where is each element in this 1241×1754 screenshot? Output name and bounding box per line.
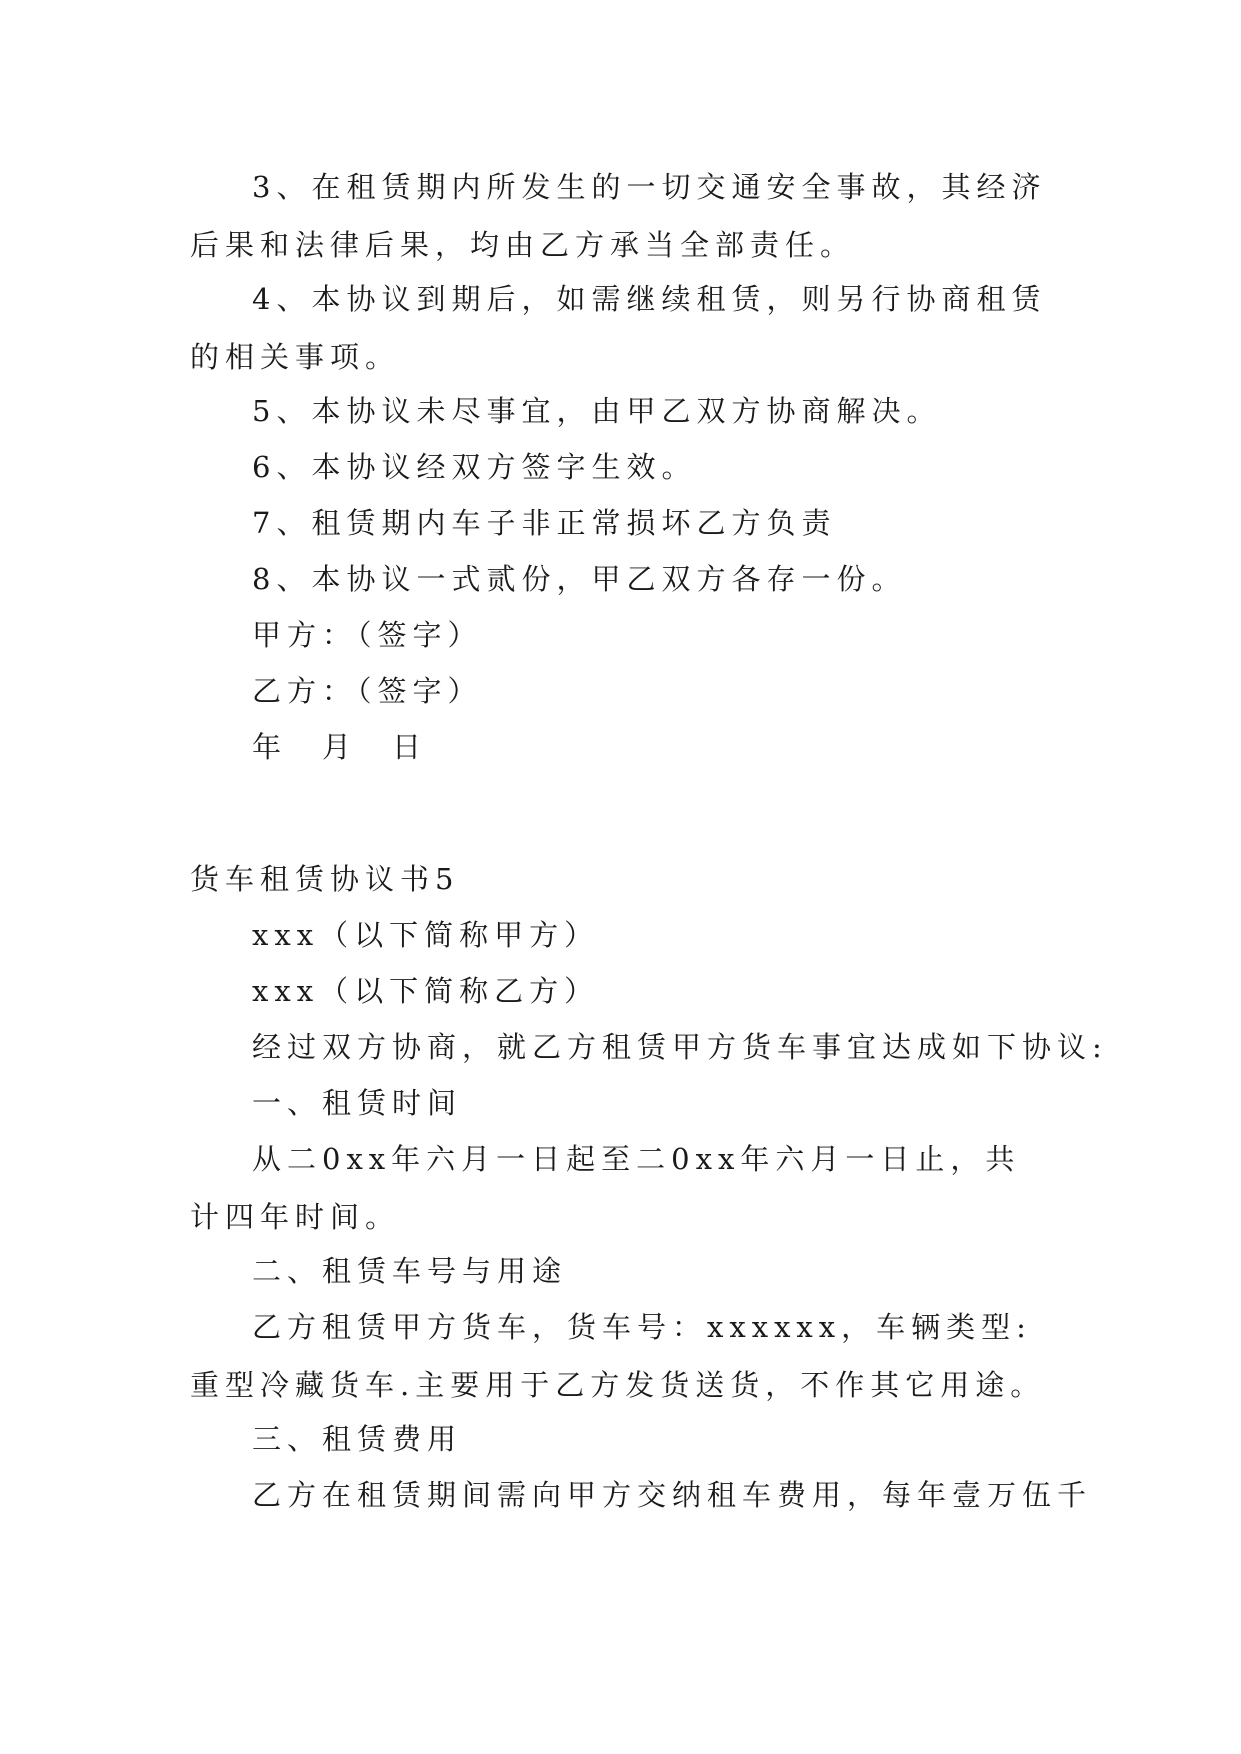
party-a-signature: 甲方：（签字） xyxy=(252,618,483,652)
clause-5: 5、本协议未尽事宜，由甲乙双方协商解决。 xyxy=(252,394,942,428)
rental-fee-text: 乙方在租赁期间需向甲方交纳租车费用，每年壹万伍千 xyxy=(252,1478,1093,1512)
rental-period-text: 从二0xx年六月一日起至二0xx年六月一日止，共计四年时间。 xyxy=(190,1142,1021,1234)
clause-3: 3、在租赁期内所发生的一切交通安全事故，其经济后果和法律后果，均由乙方承当全部责任。 xyxy=(190,170,1047,262)
clause-8: 8、本协议一式贰份，甲乙双方各存一份。 xyxy=(252,562,907,596)
agreement-intro: 经过双方协商，就乙方租赁甲方货车事宜达成如下协议: xyxy=(252,1030,1108,1064)
clause-6: 6、本协议经双方签字生效。 xyxy=(252,450,697,484)
vehicle-usage-text: 乙方租赁甲方货车，货车号：xxxxxx，车辆类型:重型冷藏货车.主要用于乙方发货送货，不作其它用途。 xyxy=(190,1310,1046,1402)
heading-vehicle-usage: 二、租赁车号与用途 xyxy=(252,1254,568,1288)
heading-rental-fee: 三、租赁费用 xyxy=(252,1422,463,1456)
clause-4: 4、本协议到期后，如需继续租赁，则另行协商租赁的相关事项。 xyxy=(190,282,1047,374)
party-b-line: xxx（以下简称乙方） xyxy=(252,974,600,1008)
clause-7: 7、租赁期内车子非正常损坏乙方负责 xyxy=(252,506,837,540)
heading-rental-period: 一、租赁时间 xyxy=(252,1086,463,1120)
party-b-signature: 乙方：（签字） xyxy=(252,674,483,708)
party-a-line: xxx（以下简称甲方） xyxy=(252,918,600,952)
date-line: 年 月 日 xyxy=(252,730,428,764)
section-title: 货车租赁协议书5 xyxy=(190,862,460,896)
